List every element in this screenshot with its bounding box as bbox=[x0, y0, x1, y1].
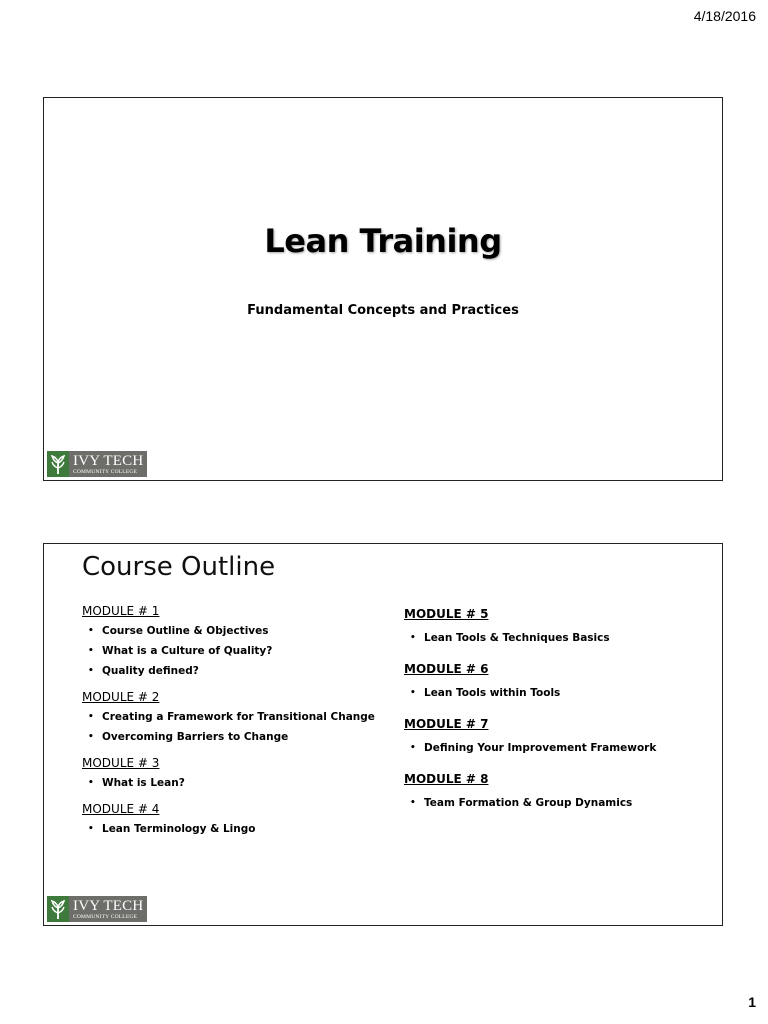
logo-tagline: COMMUNITY COLLEGE bbox=[73, 468, 138, 475]
modules-left-column bbox=[82, 604, 382, 848]
module-6 bbox=[404, 662, 704, 700]
module-title: MODULE # 3 bbox=[82, 756, 160, 770]
slide-subtitle: Fundamental Concepts and Practices bbox=[247, 303, 519, 318]
module-item: • Course Outline & Objectives bbox=[88, 625, 269, 637]
module-title: MODULE # 4 bbox=[82, 802, 160, 816]
module-title: MODULE # 8 bbox=[404, 772, 489, 786]
slide-course-outline bbox=[43, 543, 723, 926]
module-item: • Creating a Framework for Transitional Change bbox=[88, 711, 375, 723]
module-title: MODULE # 1 bbox=[82, 604, 160, 618]
ivy-leaf-icon bbox=[47, 451, 69, 477]
ivy-leaf-icon bbox=[47, 896, 69, 922]
module-title: MODULE # 2 bbox=[82, 690, 160, 704]
logo-tagline: COMMUNITY COLLEGE bbox=[73, 913, 138, 920]
module-7 bbox=[404, 717, 704, 755]
module-item: • Lean Terminology & Lingo bbox=[88, 823, 256, 835]
module-title: MODULE # 5 bbox=[404, 607, 489, 621]
module-4 bbox=[82, 802, 382, 836]
page-number: 1 bbox=[748, 994, 756, 1010]
ivy-tech-logo bbox=[47, 451, 147, 477]
module-2 bbox=[82, 690, 382, 744]
course-outline-title: Course Outline bbox=[82, 552, 276, 582]
module-3 bbox=[82, 756, 382, 790]
modules-right-column bbox=[404, 607, 704, 827]
module-item: • Defining Your Improvement Framework bbox=[410, 742, 657, 754]
module-item: • What is Lean? bbox=[88, 777, 185, 789]
header-date: 4/18/2016 bbox=[693, 8, 756, 24]
logo-name: IVY TECH bbox=[73, 897, 144, 914]
module-5 bbox=[404, 607, 704, 645]
logo-wordmark bbox=[69, 896, 147, 922]
module-1 bbox=[82, 604, 382, 678]
ivy-tech-logo bbox=[47, 896, 147, 922]
module-item: • Quality defined? bbox=[88, 665, 199, 677]
module-8 bbox=[404, 772, 704, 810]
module-item: • Lean Tools within Tools bbox=[410, 687, 561, 699]
module-title: MODULE # 6 bbox=[404, 662, 489, 676]
logo-name: IVY TECH bbox=[73, 452, 144, 469]
module-item: • Team Formation & Group Dynamics bbox=[410, 797, 633, 809]
module-item: • Overcoming Barriers to Change bbox=[88, 731, 289, 743]
module-item: • Lean Tools & Techniques Basics bbox=[410, 632, 610, 644]
slide-title bbox=[43, 97, 723, 481]
slide-title-heading: Lean Training bbox=[264, 222, 502, 260]
logo-wordmark bbox=[69, 451, 147, 477]
module-title: MODULE # 7 bbox=[404, 717, 489, 731]
module-item: • What is a Culture of Quality? bbox=[88, 645, 273, 657]
